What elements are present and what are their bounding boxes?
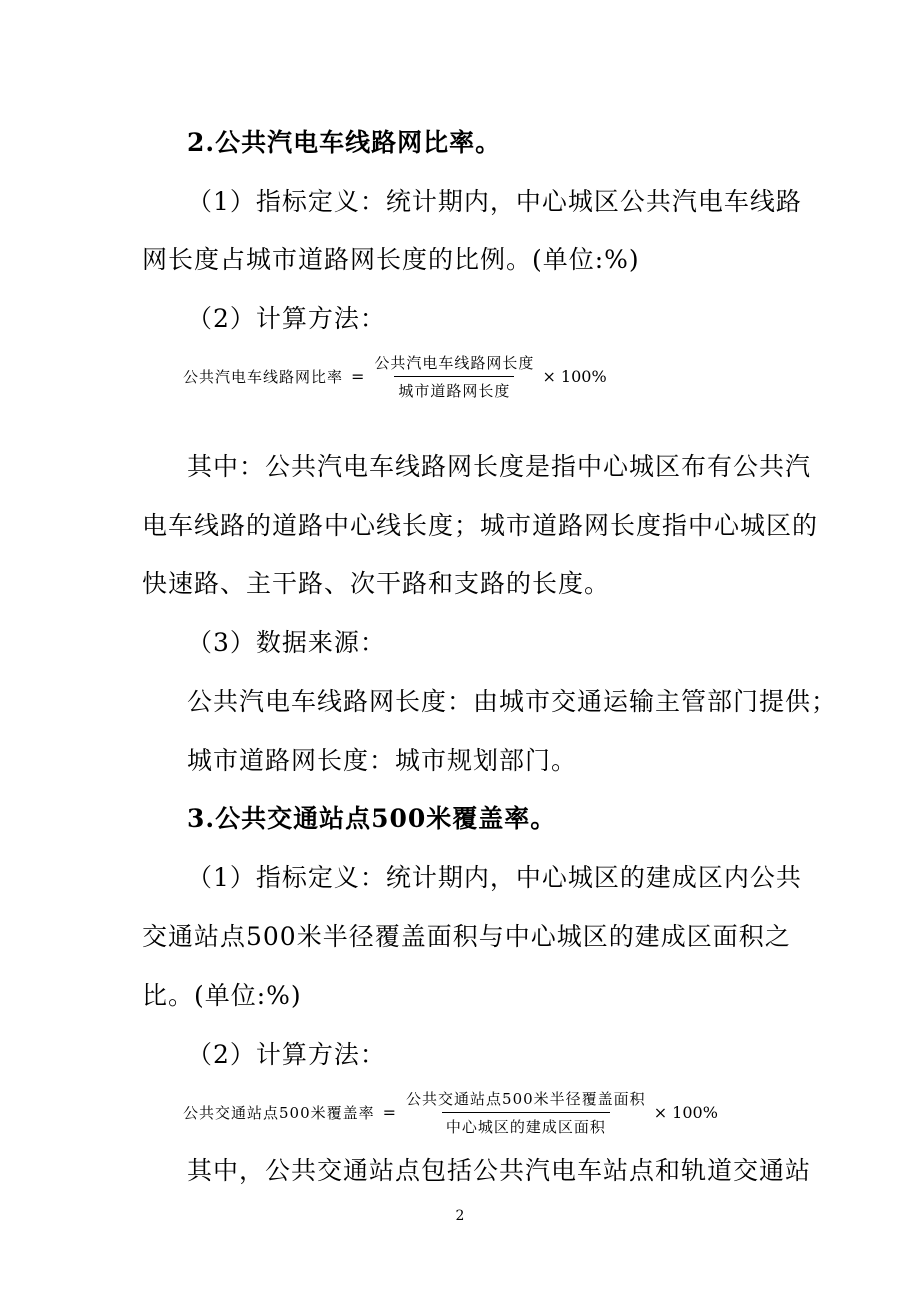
formula-numerator: 公共交通站点500米半径覆盖面积 xyxy=(406,1090,646,1108)
formula-equals: = xyxy=(382,1103,397,1122)
formula-equals: = xyxy=(351,367,365,386)
section-3-calc-label: （2）计算方法： xyxy=(187,1040,386,1069)
section-2-heading: 2.公共汽电车线路网比率。 xyxy=(187,128,502,157)
section-2-definition-line-2: 网长度占城市道路网长度的比例。(单位:%) xyxy=(142,245,640,274)
section-3-definition-line-1: （1）指标定义：统计期内，中心城区的建成区内公共 xyxy=(187,863,802,892)
section-2-definition-line-1: （1）指标定义：统计期内，中心城区公共汽电车线路 xyxy=(187,187,802,216)
section-3-definition-line-3: 比。(单位:%) xyxy=(142,981,302,1010)
section-3-definition-line-2: 交通站点500米半径覆盖面积与中心城区的建成区面积之 xyxy=(142,922,791,951)
section-2-note-line-1: 其中：公共汽电车线路网长度是指中心城区布有公共汽 xyxy=(187,452,812,481)
section-2-source-line-1: 公共汽电车线路网长度：由城市交通运输主管部门提供； xyxy=(187,687,838,716)
formula-lhs: 公共汽电车线路网比率 xyxy=(183,368,344,386)
section-3-formula xyxy=(183,1088,718,1137)
page-number: 2 xyxy=(455,1208,465,1224)
section-3-note-line-1: 其中，公共交通站点包括公共汽电车站点和轨道交通站 xyxy=(187,1156,812,1185)
section-3-heading: 3.公共交通站点500米覆盖率。 xyxy=(187,804,557,833)
section-2-source-label: （3）数据来源： xyxy=(187,628,386,657)
formula-fraction xyxy=(370,352,538,401)
formula-numerator: 公共汽电车线路网长度 xyxy=(374,354,535,372)
section-2-formula xyxy=(183,352,607,401)
formula-denominator: 中心城区的建成区面积 xyxy=(442,1112,610,1137)
section-2-calc-label: （2）计算方法： xyxy=(187,304,386,333)
formula-lhs: 公共交通站点500米覆盖率 xyxy=(183,1104,375,1122)
section-2-source-line-2: 城市道路网长度：城市规划部门。 xyxy=(187,746,578,775)
section-2-note-line-2: 电车线路的道路中心线长度；城市道路网长度指中心城区的 xyxy=(142,511,819,540)
formula-fraction xyxy=(402,1088,650,1137)
formula-denominator: 城市道路网长度 xyxy=(394,376,514,401)
section-2-note-line-3: 快速路、主干路、次干路和支路的长度。 xyxy=(142,569,611,598)
formula-factor: × 100% xyxy=(653,1103,718,1122)
formula-factor: × 100% xyxy=(542,367,607,386)
